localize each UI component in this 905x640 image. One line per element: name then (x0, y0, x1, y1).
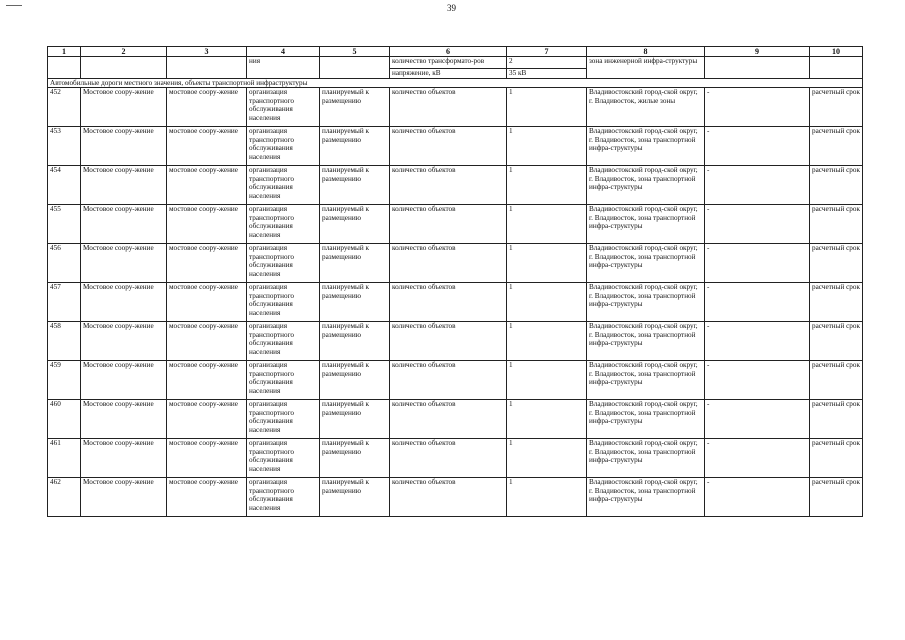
table-cell: количество объектов (390, 205, 507, 244)
table-cell: мостовое соору-жение (167, 478, 247, 517)
table-cell: мостовое соору-жение (167, 205, 247, 244)
column-number: 6 (390, 47, 507, 57)
table-cell: расчетный срок (810, 439, 863, 478)
table-cell: 1 (507, 400, 587, 439)
table-cell: Владивостокский город-ской округ, г. Владивосток, зона транспортной инфра-структуры (587, 400, 705, 439)
column-number: 5 (320, 47, 390, 57)
table-cell: расчетный срок (810, 478, 863, 517)
table-cell (705, 57, 810, 79)
table-cell: расчетный срок (810, 127, 863, 166)
table-cell: Владивостокский город-ской округ, г. Владивосток, зона транспортной инфра-структуры (587, 244, 705, 283)
column-number: 1 (48, 47, 81, 57)
table-cell: Владивостокский город-ской округ, г. Владивосток, зона транспортной инфра-структуры (587, 166, 705, 205)
table-cell: мостовое соору-жение (167, 88, 247, 127)
column-number: 4 (247, 47, 320, 57)
table-cell: Мостовое соору-жение (81, 283, 167, 322)
table-cell: Мостовое соору-жение (81, 322, 167, 361)
table-row (48, 400, 863, 439)
row-number: 458 (48, 322, 81, 361)
table-cell: 1 (507, 478, 587, 517)
table-cell: количество трансформато-ров (390, 57, 507, 69)
table-cell: количество объектов (390, 88, 507, 127)
table-cell: планируемый к размещению (320, 88, 390, 127)
continuation-row (48, 57, 863, 69)
table-cell: количество объектов (390, 283, 507, 322)
table-cell: организация транспортного обслуживания населения (247, 205, 320, 244)
table-cell: планируемый к размещению (320, 478, 390, 517)
table-cell: - (705, 244, 810, 283)
table-cell (810, 57, 863, 79)
table-cell: 1 (507, 88, 587, 127)
table-cell: организация транспортного обслуживания населения (247, 166, 320, 205)
table-cell: Мостовое соору-жение (81, 205, 167, 244)
table-cell: Владивостокский город-ской округ, г. Владивосток, зона транспортной инфра-структуры (587, 478, 705, 517)
table-cell: планируемый к размещению (320, 205, 390, 244)
column-number: 3 (167, 47, 247, 57)
table-cell: - (705, 205, 810, 244)
table-cell: 1 (507, 439, 587, 478)
table-cell: расчетный срок (810, 322, 863, 361)
table-cell: расчетный срок (810, 205, 863, 244)
row-number: 456 (48, 244, 81, 283)
table-cell: Владивостокский город-ской округ, г. Владивосток, зона транспортной инфра-структуры (587, 361, 705, 400)
table-cell: расчетный срок (810, 400, 863, 439)
table-cell: организация транспортного обслуживания населения (247, 478, 320, 517)
table-cell: расчетный срок (810, 283, 863, 322)
row-number: 462 (48, 478, 81, 517)
row-number: 453 (48, 127, 81, 166)
table-cell: ния (247, 57, 320, 79)
table-cell: планируемый к размещению (320, 322, 390, 361)
table-cell: Мостовое соору-жение (81, 361, 167, 400)
table-row (48, 166, 863, 205)
table-row (48, 361, 863, 400)
table-cell: мостовое соору-жение (167, 322, 247, 361)
column-number: 9 (705, 47, 810, 57)
table-cell: Мостовое соору-жение (81, 127, 167, 166)
column-number: 2 (81, 47, 167, 57)
table-cell: мостовое соору-жение (167, 166, 247, 205)
table-cell: количество объектов (390, 478, 507, 517)
table-cell: - (705, 439, 810, 478)
column-number-row (48, 47, 863, 57)
table-cell: Владивостокский город-ской округ, г. Владивосток, зона транспортной инфра-структуры (587, 322, 705, 361)
table-cell: планируемый к размещению (320, 361, 390, 400)
table-row (48, 439, 863, 478)
table-row (48, 244, 863, 283)
table-cell: расчетный срок (810, 361, 863, 400)
table-cell: напряжение, кВ (390, 69, 507, 79)
table-cell: - (705, 322, 810, 361)
row-number: 461 (48, 439, 81, 478)
row-number: 452 (48, 88, 81, 127)
row-number: 457 (48, 283, 81, 322)
table-cell: Владивостокский город-ской округ, г. Владивосток, жилые зоны (587, 88, 705, 127)
table-cell: - (705, 361, 810, 400)
table-cell: планируемый к размещению (320, 166, 390, 205)
table-row (48, 322, 863, 361)
row-number: 459 (48, 361, 81, 400)
table-cell: планируемый к размещению (320, 400, 390, 439)
table-cell: 1 (507, 205, 587, 244)
table-cell: Мостовое соору-жение (81, 400, 167, 439)
table-cell: мостовое соору-жение (167, 439, 247, 478)
table-cell: 1 (507, 361, 587, 400)
table-cell: организация транспортного обслуживания населения (247, 283, 320, 322)
table-cell: организация транспортного обслуживания населения (247, 127, 320, 166)
table-cell: - (705, 127, 810, 166)
table-cell: Мостовое соору-жение (81, 478, 167, 517)
table-cell: планируемый к размещению (320, 244, 390, 283)
section-title: Автомобильные дороги местного значения, объекты транспортной инфраструктуры (48, 79, 863, 88)
table-cell: планируемый к размещению (320, 283, 390, 322)
table-cell: 1 (507, 127, 587, 166)
row-number: 454 (48, 166, 81, 205)
table-cell: Владивостокский город-ской округ, г. Владивосток, зона транспортной инфра-структуры (587, 127, 705, 166)
table-cell: организация транспортного обслуживания населения (247, 361, 320, 400)
column-number: 10 (810, 47, 863, 57)
table-cell: количество объектов (390, 127, 507, 166)
table-row (48, 88, 863, 127)
table-cell: расчетный срок (810, 244, 863, 283)
table-cell: - (705, 88, 810, 127)
table-cell: количество объектов (390, 439, 507, 478)
table-cell: организация транспортного обслуживания населения (247, 400, 320, 439)
table-cell: 1 (507, 283, 587, 322)
table-cell: 2 (507, 57, 587, 69)
table-cell: 35 кВ (507, 69, 587, 79)
table-cell: организация транспортного обслуживания населения (247, 88, 320, 127)
table-cell: количество объектов (390, 166, 507, 205)
table-cell (81, 57, 167, 79)
table-cell: Мостовое соору-жение (81, 439, 167, 478)
row-number: 455 (48, 205, 81, 244)
table-cell: - (705, 166, 810, 205)
table-cell: планируемый к размещению (320, 439, 390, 478)
table-cell: организация транспортного обслуживания населения (247, 439, 320, 478)
table-cell: 1 (507, 166, 587, 205)
table-cell: организация транспортного обслуживания населения (247, 322, 320, 361)
table-row (48, 127, 863, 166)
table-cell: Мостовое соору-жение (81, 166, 167, 205)
table-row (48, 283, 863, 322)
row-number: 460 (48, 400, 81, 439)
table-cell (320, 57, 390, 79)
table-cell: мостовое соору-жение (167, 283, 247, 322)
table-cell: Владивостокский город-ской округ, г. Владивосток, зона транспортной инфра-структуры (587, 439, 705, 478)
column-number: 7 (507, 47, 587, 57)
table-cell: мостовое соору-жение (167, 400, 247, 439)
table-cell: зона инженерной инфра-структуры (587, 57, 705, 79)
table-cell: количество объектов (390, 322, 507, 361)
corner-mark (6, 5, 22, 6)
table-cell: - (705, 283, 810, 322)
table-cell: расчетный срок (810, 88, 863, 127)
planning-table (47, 46, 863, 517)
table-cell: расчетный срок (810, 166, 863, 205)
table-cell: количество объектов (390, 244, 507, 283)
table-cell: мостовое соору-жение (167, 127, 247, 166)
column-number: 8 (587, 47, 705, 57)
table-cell: количество объектов (390, 361, 507, 400)
table-cell (167, 57, 247, 79)
page-number: 39 (447, 3, 456, 13)
table-cell: мостовое соору-жение (167, 361, 247, 400)
section-row (48, 79, 863, 88)
table-cell: количество объектов (390, 400, 507, 439)
table-cell: мостовое соору-жение (167, 244, 247, 283)
table-cell: Мостовое соору-жение (81, 88, 167, 127)
table-row (48, 205, 863, 244)
table-body (48, 47, 863, 517)
table-cell: Владивостокский город-ской округ, г. Владивосток, зона транспортной инфра-структуры (587, 283, 705, 322)
table-cell: Владивостокский город-ской округ, г. Владивосток, зона транспортной инфра-структуры (587, 205, 705, 244)
table-cell (48, 57, 81, 79)
table-cell: 1 (507, 322, 587, 361)
table-row (48, 478, 863, 517)
table-cell: организация транспортного обслуживания населения (247, 244, 320, 283)
table-cell: 1 (507, 244, 587, 283)
table-cell: - (705, 400, 810, 439)
table-cell: планируемый к размещению (320, 127, 390, 166)
table-cell: - (705, 478, 810, 517)
table-cell: Мостовое соору-жение (81, 244, 167, 283)
